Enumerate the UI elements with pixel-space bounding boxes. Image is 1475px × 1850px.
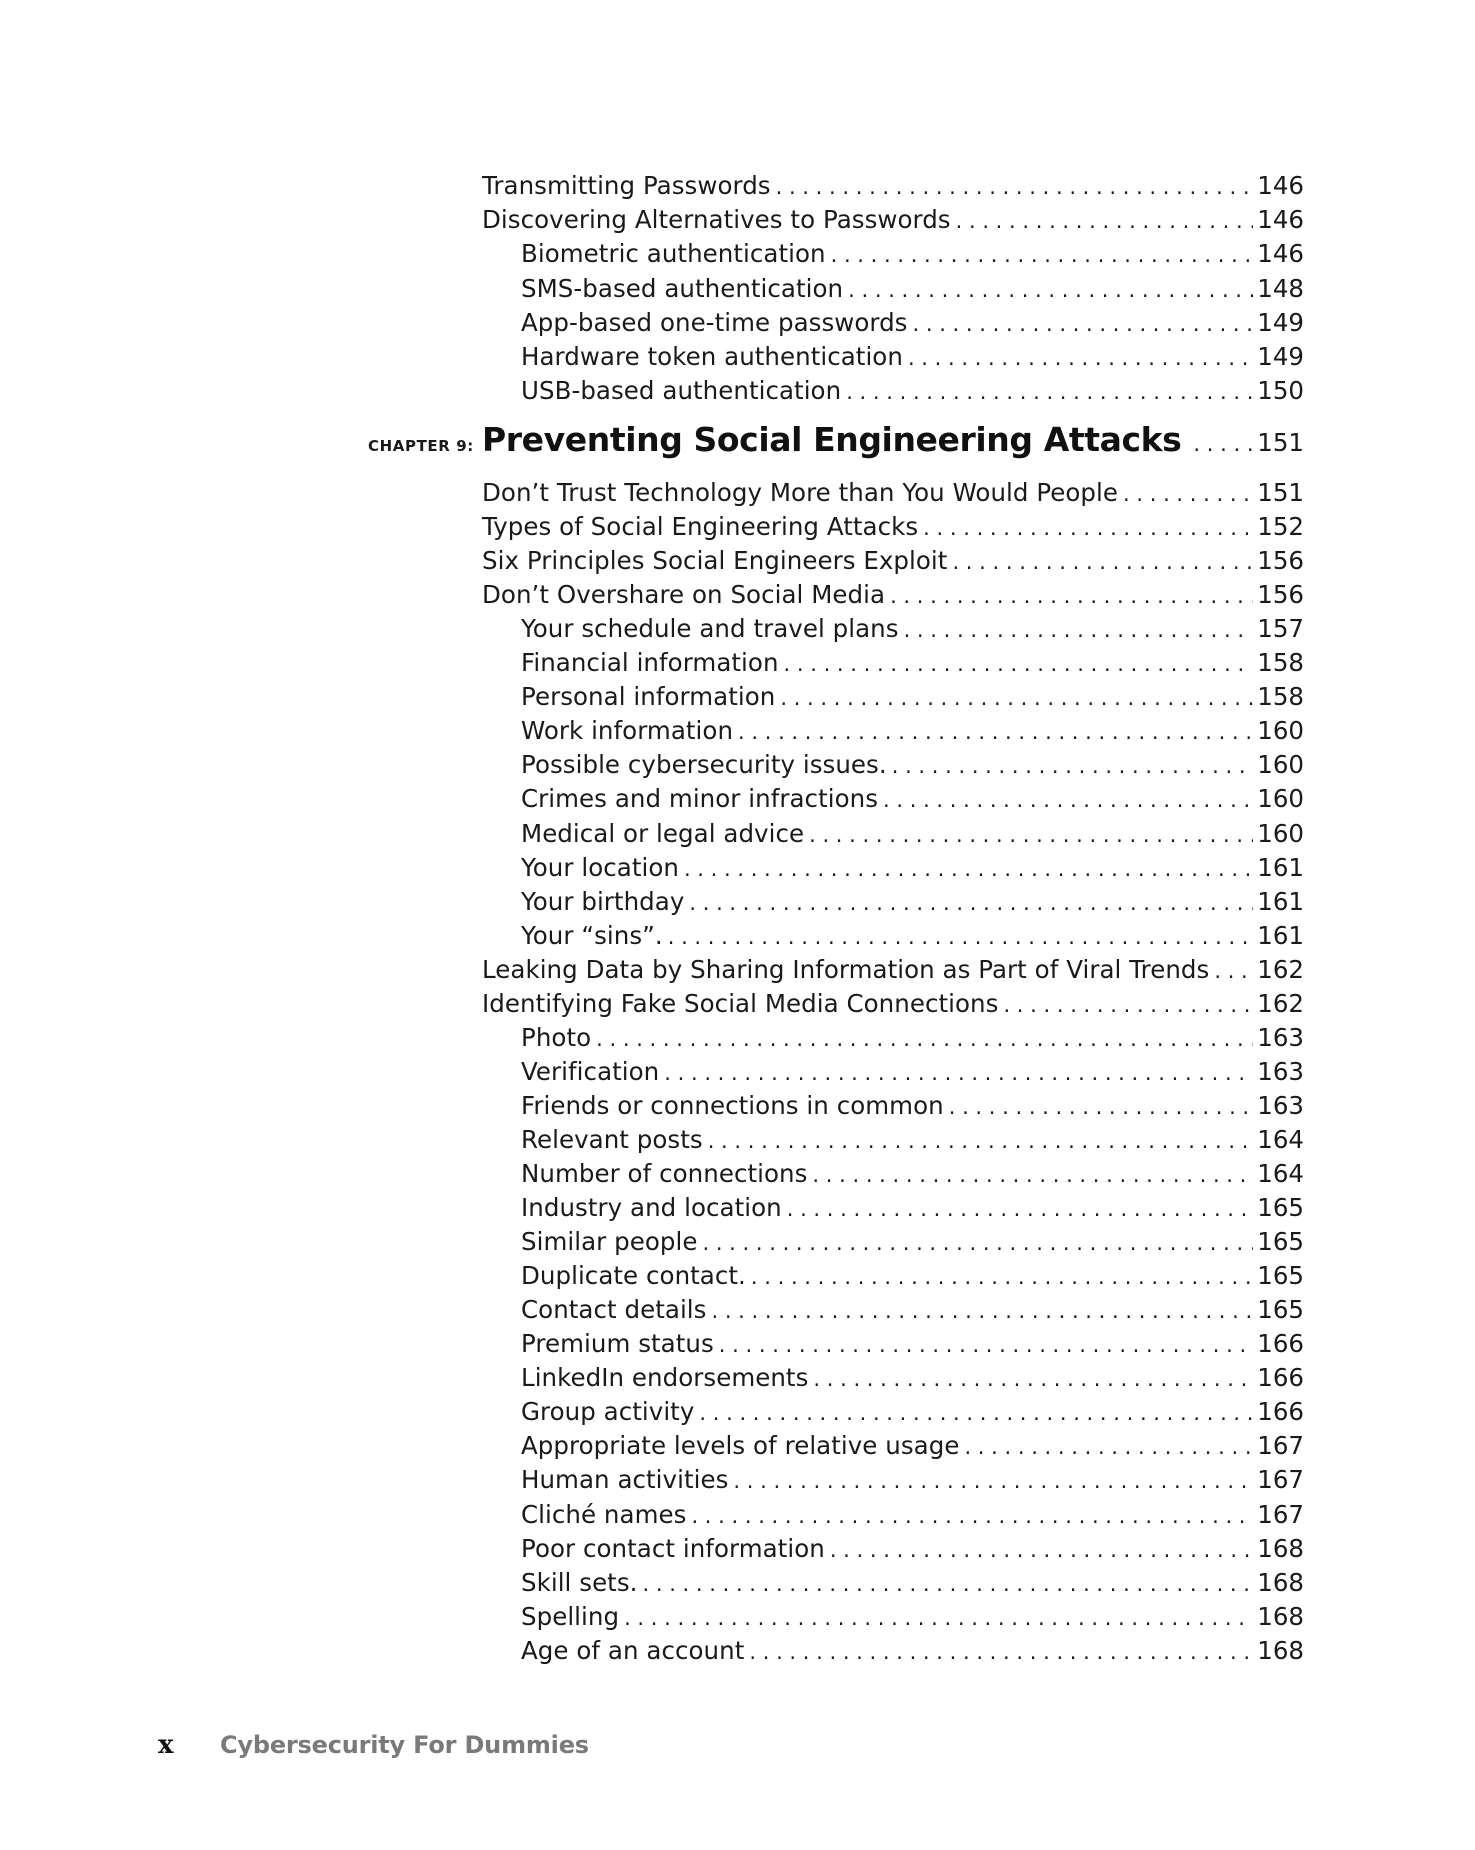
dot-leader [776, 170, 1254, 204]
toc-entry[interactable] [482, 953, 1304, 987]
toc-entry-page-number: 146 [1257, 239, 1304, 269]
dot-leader [689, 886, 1253, 920]
toc-entry-title: Cliché names [521, 1499, 687, 1529]
toc-entry-title: Friends or connections in common [521, 1090, 944, 1120]
toc-entry-page-number: 151 [1257, 478, 1304, 507]
toc-entry-page-number: 163 [1257, 1022, 1304, 1052]
toc-entry[interactable] [482, 987, 1304, 1021]
toc-subentry[interactable] [521, 1021, 1304, 1055]
toc-entry-page-number: 165 [1257, 1193, 1304, 1223]
toc-entry-page-number: 168 [1257, 1533, 1304, 1563]
toc-subentry[interactable] [521, 1429, 1304, 1463]
toc-subentry[interactable] [521, 1634, 1304, 1668]
toc-subentry[interactable] [521, 340, 1304, 374]
dot-leader [719, 1328, 1253, 1362]
dot-leader [1193, 432, 1253, 456]
toc-subentry[interactable] [521, 1395, 1304, 1429]
dot-leader [738, 715, 1253, 749]
toc-subentry[interactable] [521, 1157, 1304, 1191]
toc-entry-title: Identifying Fake Social Media Connections [482, 988, 999, 1018]
toc-entry-page-number: 146 [1257, 171, 1304, 200]
toc-entry-page-number: 166 [1257, 1363, 1304, 1393]
toc-entry-title: Industry and location [521, 1193, 782, 1223]
toc-subentry[interactable] [521, 612, 1304, 646]
toc-entry-page-number: 149 [1257, 342, 1304, 371]
toc-entry-page-number: 163 [1257, 1090, 1304, 1120]
dot-leader [831, 238, 1254, 272]
toc-entry-page-number: 146 [1257, 205, 1304, 235]
dot-leader [890, 579, 1253, 613]
toc-subentry[interactable] [521, 374, 1304, 408]
toc-subentry[interactable] [521, 1361, 1304, 1395]
toc-entry-page-number: 165 [1257, 1227, 1304, 1257]
toc-entry-page-number: 164 [1257, 1159, 1304, 1188]
dot-leader [923, 511, 1253, 545]
toc-entry-page-number: 168 [1257, 1567, 1304, 1597]
toc-subentry[interactable] [521, 1463, 1304, 1497]
toc-entry-title: Photo [521, 1022, 592, 1052]
page-footer [158, 1730, 589, 1760]
toc-subentry[interactable] [521, 1600, 1304, 1634]
toc-entry-page-number: 160 [1257, 818, 1304, 848]
toc-entry-title: Group activity [521, 1397, 695, 1427]
toc-entry-page-number: 158 [1257, 682, 1304, 712]
toc-entry-title: Personal information [521, 682, 776, 712]
toc-entry-title: Number of connections [521, 1159, 808, 1188]
toc-entry-title: Discovering Alternatives to Passwords [482, 205, 951, 235]
toc-entry-title: Your “sins”. [521, 920, 663, 950]
toc-subentry[interactable] [521, 919, 1304, 953]
dot-leader [964, 1430, 1253, 1464]
toc-entry-page-number: 162 [1257, 988, 1304, 1018]
toc-entry-page-number: 167 [1257, 1431, 1304, 1461]
dot-leader [708, 1124, 1254, 1158]
toc-subentry[interactable] [521, 885, 1304, 919]
dot-leader [846, 375, 1253, 409]
toc-entry[interactable] [482, 510, 1304, 544]
toc-entry-title: Appropriate levels of relative usage [521, 1431, 960, 1461]
toc-entry[interactable] [482, 476, 1304, 510]
toc-entry-page-number: 156 [1257, 546, 1304, 576]
toc-entry-title: Age of an account [521, 1635, 745, 1665]
toc-entry-page-number: 161 [1257, 886, 1304, 916]
dot-leader [784, 647, 1254, 681]
dot-leader [596, 1022, 1253, 1056]
toc-entry-page-number: 158 [1257, 648, 1304, 678]
dot-leader [908, 341, 1253, 375]
toc-entry-title: Possible cybersecurity issues. [521, 750, 887, 780]
toc-subentry[interactable] [521, 1123, 1304, 1157]
toc-subentry[interactable] [521, 1225, 1304, 1259]
footer-book-title: Cybersecurity For Dummies [220, 1731, 589, 1759]
toc-entry-title: Spelling [521, 1601, 620, 1631]
dot-leader [913, 307, 1254, 341]
toc-subentry[interactable] [521, 1191, 1304, 1225]
dot-leader [904, 613, 1254, 647]
dot-leader [711, 1294, 1253, 1328]
toc-subentry[interactable] [521, 646, 1304, 680]
toc-entry-page-number: 168 [1257, 1601, 1304, 1631]
chapter-page-number: 151 [1257, 428, 1304, 457]
toc-entry-title: App-based one-time passwords [521, 307, 908, 337]
toc-entry[interactable] [482, 169, 1304, 203]
toc-entry-title: Types of Social Engineering Attacks [482, 512, 919, 542]
toc-entry-title: Don’t Overshare on Social Media [482, 580, 886, 610]
dot-leader [668, 920, 1254, 954]
toc-subentry[interactable] [521, 306, 1304, 340]
dot-leader [1214, 954, 1253, 988]
toc-entry-page-number: 167 [1257, 1499, 1304, 1529]
toc-subentry[interactable] [521, 1259, 1304, 1293]
toc-entry-title: Similar people [521, 1227, 698, 1257]
toc-entry-title: Biometric authentication [521, 239, 826, 269]
toc-entry-title: Your birthday [521, 886, 685, 916]
dot-leader [749, 1635, 1253, 1669]
toc-entry-title: Poor contact information [521, 1533, 825, 1563]
dot-leader [702, 1226, 1253, 1260]
toc-entry-title: Leaking Data by Sharing Information as Part of Viral Trends [482, 954, 1210, 984]
toc-subentry[interactable] [521, 237, 1304, 271]
toc-entry-page-number: 156 [1257, 580, 1304, 610]
toc-entry-title: Skill sets. [521, 1567, 638, 1597]
toc-entry-page-number: 164 [1257, 1124, 1304, 1154]
toc-entry-page-number: 163 [1257, 1056, 1304, 1086]
toc-entry-title: USB-based authentication [521, 376, 842, 406]
dot-leader [751, 1260, 1253, 1294]
toc-entry[interactable] [482, 578, 1304, 612]
toc-entry-page-number: 160 [1257, 784, 1304, 814]
dot-leader [812, 1158, 1253, 1192]
toc-subentry[interactable] [521, 680, 1304, 714]
toc-entry-page-number: 161 [1257, 852, 1304, 882]
toc-entry-title: Verification [521, 1056, 660, 1086]
footer-page-number: x [158, 1730, 174, 1760]
dot-leader [1123, 477, 1253, 511]
dot-leader [787, 1192, 1254, 1226]
chapter-label: CHAPTER 9: [368, 437, 474, 455]
toc-subentry[interactable] [521, 1089, 1304, 1123]
toc-subentry[interactable] [521, 1498, 1304, 1532]
toc-entry-title: Relevant posts [521, 1124, 703, 1154]
toc-subentry[interactable] [521, 714, 1304, 748]
toc-entry-title: Don’t Trust Technology More than You Would People [482, 478, 1119, 507]
toc-entry-page-number: 166 [1257, 1329, 1304, 1359]
toc-entry-page-number: 152 [1257, 512, 1304, 542]
dot-leader [691, 1499, 1253, 1533]
toc-subentry[interactable] [521, 782, 1304, 816]
toc-entry-page-number: 150 [1257, 376, 1304, 406]
toc-subentry[interactable] [521, 1327, 1304, 1361]
dot-leader [780, 681, 1253, 715]
dot-leader [1003, 988, 1253, 1022]
dot-leader [813, 1362, 1253, 1396]
toc-subentry[interactable] [521, 1566, 1304, 1600]
dot-leader [949, 1090, 1254, 1124]
toc-entry-page-number: 149 [1257, 307, 1304, 337]
toc-entry-title: Hardware token authentication [521, 342, 903, 371]
toc-entry-page-number: 160 [1257, 750, 1304, 780]
toc-entry-page-number: 157 [1257, 614, 1304, 644]
toc-entry-title: SMS-based authentication [521, 273, 844, 303]
toc-subentry[interactable] [521, 817, 1304, 851]
dot-leader [684, 852, 1253, 886]
toc-entry-title: Premium status [521, 1329, 714, 1359]
dot-leader [733, 1464, 1253, 1498]
toc-entry-page-number: 161 [1257, 920, 1304, 950]
toc-entry-title: Transmitting Passwords [482, 171, 771, 200]
toc-entry-page-number: 167 [1257, 1465, 1304, 1495]
toc-subentry[interactable] [521, 1532, 1304, 1566]
toc-entry-page-number: 148 [1257, 273, 1304, 303]
toc-entry-page-number: 160 [1257, 716, 1304, 746]
toc-entry-title: Work information [521, 716, 734, 746]
toc-entry-title: Your location [521, 852, 679, 882]
toc-entry-page-number: 165 [1257, 1261, 1304, 1291]
dot-leader [892, 749, 1254, 783]
toc-entry[interactable] [482, 203, 1304, 237]
toc-entry-title: Contact details [521, 1295, 707, 1325]
toc-entry-title: LinkedIn endorsements [521, 1363, 809, 1393]
toc-subentry[interactable] [521, 272, 1304, 306]
dot-leader [699, 1396, 1253, 1430]
dot-leader [830, 1533, 1253, 1567]
dot-leader [848, 273, 1253, 307]
chapter-heading[interactable] [368, 420, 1304, 466]
toc-entry-page-number: 162 [1257, 954, 1304, 984]
toc-subentry[interactable] [521, 1293, 1304, 1327]
dot-leader [952, 545, 1253, 579]
dot-leader [664, 1056, 1253, 1090]
toc-entry[interactable] [482, 544, 1304, 578]
chapter-title: Preventing Social Engineering Attacks [482, 420, 1182, 459]
toc-subentry[interactable] [521, 851, 1304, 885]
toc-subentry[interactable] [521, 1055, 1304, 1089]
toc-entry-title: Medical or legal advice [521, 818, 805, 848]
toc-entry-title: Financial information [521, 648, 779, 678]
toc-entry-title: Your schedule and travel plans [521, 614, 899, 644]
dot-leader [883, 783, 1253, 817]
toc-entry-title: Human activities [521, 1465, 729, 1495]
dot-leader [624, 1601, 1253, 1635]
toc-entry-title: Crimes and minor infractions [521, 784, 879, 814]
toc-entry-title: Duplicate contact. [521, 1261, 746, 1291]
dot-leader [809, 818, 1253, 852]
toc-entry-page-number: 168 [1257, 1635, 1304, 1665]
toc-entry-page-number: 166 [1257, 1397, 1304, 1427]
toc-entry-page-number: 165 [1257, 1295, 1304, 1325]
dot-leader [643, 1567, 1254, 1601]
toc-entry-title: Six Principles Social Engineers Exploit [482, 546, 948, 576]
toc-subentry[interactable] [521, 748, 1304, 782]
dot-leader [956, 204, 1254, 238]
